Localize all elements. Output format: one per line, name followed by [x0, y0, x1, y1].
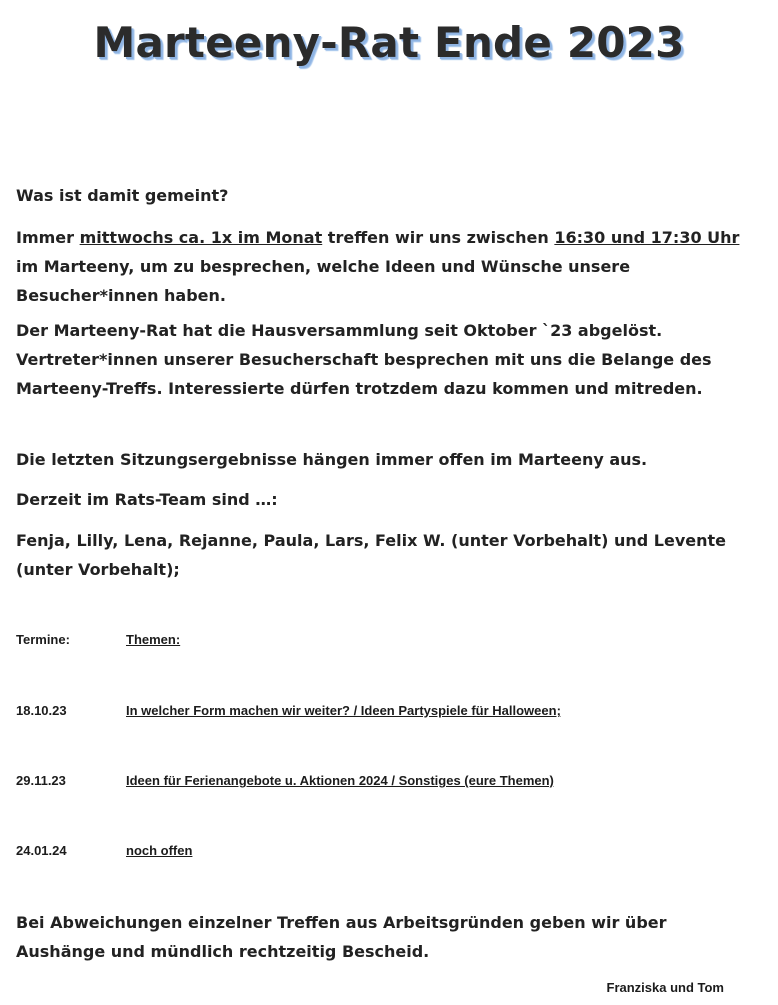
meeting-paragraph: [16, 223, 756, 310]
schedule-header: [16, 632, 180, 647]
schedule-row: [16, 703, 561, 718]
closing-paragraph: Bei Abweichungen einzelner Treffen aus Arbeitsgründen geben wir über Aushänge und mündlich rechtzeitig Bescheid.: [16, 913, 667, 961]
council-paragraph: Der Marteeny-Rat hat die Hausversammlung seit Oktober `23 abgelöst. Vertreter*innen unserer Besucherschaft besprechen mit uns die Belange des Marteeny-Treffs. Interessierte dürfen trotzdem dazu kommen und mitreden.: [16, 321, 712, 398]
meeting-frequency: mittwochs ca. 1x im Monat: [79, 228, 323, 247]
schedule-topic: noch offen: [126, 843, 193, 858]
schedule-topic: Ideen für Ferienangebote u. Aktionen 2024 / Sonstiges (eure Themen): [126, 773, 554, 788]
meeting-time: 16:30 und 17:30 Uhr: [554, 228, 740, 247]
signature: Franziska und Tom: [606, 980, 724, 995]
page-title: Marteeny-Rat Ende 2023: [93, 18, 685, 67]
schedule-date: 24.01.24: [16, 843, 67, 858]
schedule-row: [16, 843, 192, 858]
team-members: Fenja, Lilly, Lena, Rejanne, Paula, Lars, Felix W. (unter Vorbehalt) und Levente (unter Vorbehalt);: [16, 531, 726, 579]
team-intro: Derzeit im Rats-Team sind …:: [16, 490, 278, 509]
meeting-text-3: im Marteeny, um zu besprechen, welche Ideen und Wünsche unsere Besucher*innen haben.: [16, 257, 631, 305]
schedule-topic: In welcher Form machen wir weiter? / Ideen Partyspiele für Halloween;: [126, 703, 561, 718]
schedule-row: [16, 773, 554, 788]
meeting-text-1: Immer: [16, 228, 80, 247]
question-heading: Was ist damit gemeint?: [16, 186, 229, 205]
schedule-date: 18.10.23: [16, 703, 67, 718]
schedule-date: 29.11.23: [16, 773, 66, 788]
meeting-text-2: treffen wir uns zwischen: [322, 228, 555, 247]
results-paragraph: Die letzten Sitzungsergebnisse hängen immer offen im Marteeny aus.: [16, 450, 648, 469]
schedule-header-topics: Themen:: [126, 632, 181, 647]
schedule-header-dates: Termine:: [16, 632, 70, 647]
